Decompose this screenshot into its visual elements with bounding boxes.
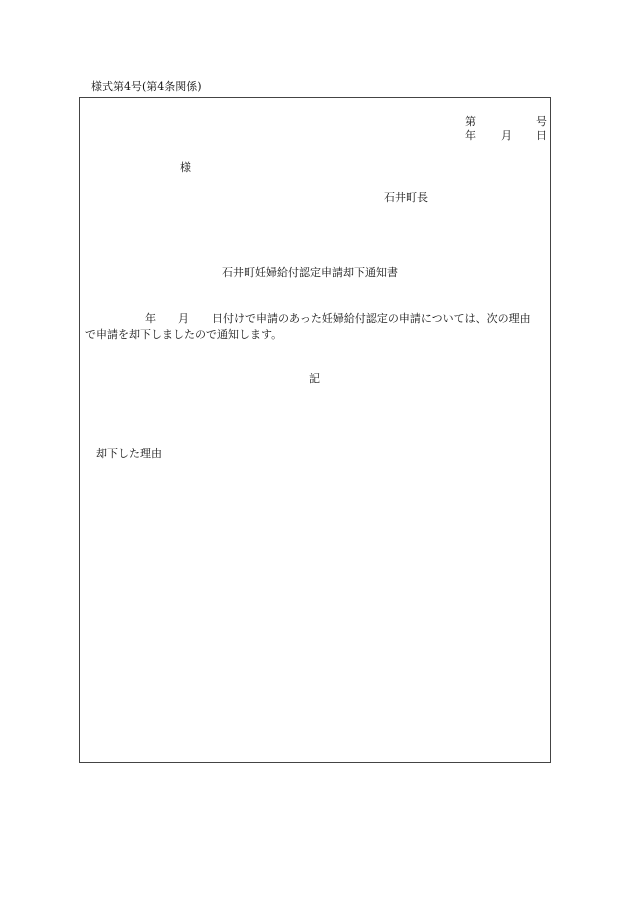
addressee-honorific: 様	[180, 161, 191, 174]
body-month: 月	[178, 312, 189, 325]
issue-date-month: 月	[501, 129, 512, 142]
note-heading: 記	[309, 372, 320, 385]
document-number-suffix: 号	[536, 115, 547, 128]
form-number-label: 様式第4号(第4条関係)	[91, 80, 202, 93]
document-frame	[79, 97, 551, 763]
body-text-line-2: で申請を却下しましたので通知します。	[85, 328, 283, 341]
sender-title: 石井町長	[384, 191, 428, 204]
issue-date-year: 年	[465, 129, 476, 142]
rejection-reason-label: 却下した理由	[96, 447, 162, 460]
issue-date-day: 日	[536, 129, 547, 142]
document-number-prefix: 第	[465, 115, 476, 128]
body-text-line-1: 日付けで申請のあった妊婦給付認定の申請については、次の理由	[212, 312, 531, 325]
document-title: 石井町妊婦給付認定申請却下通知書	[222, 266, 398, 279]
body-year: 年	[145, 312, 156, 325]
